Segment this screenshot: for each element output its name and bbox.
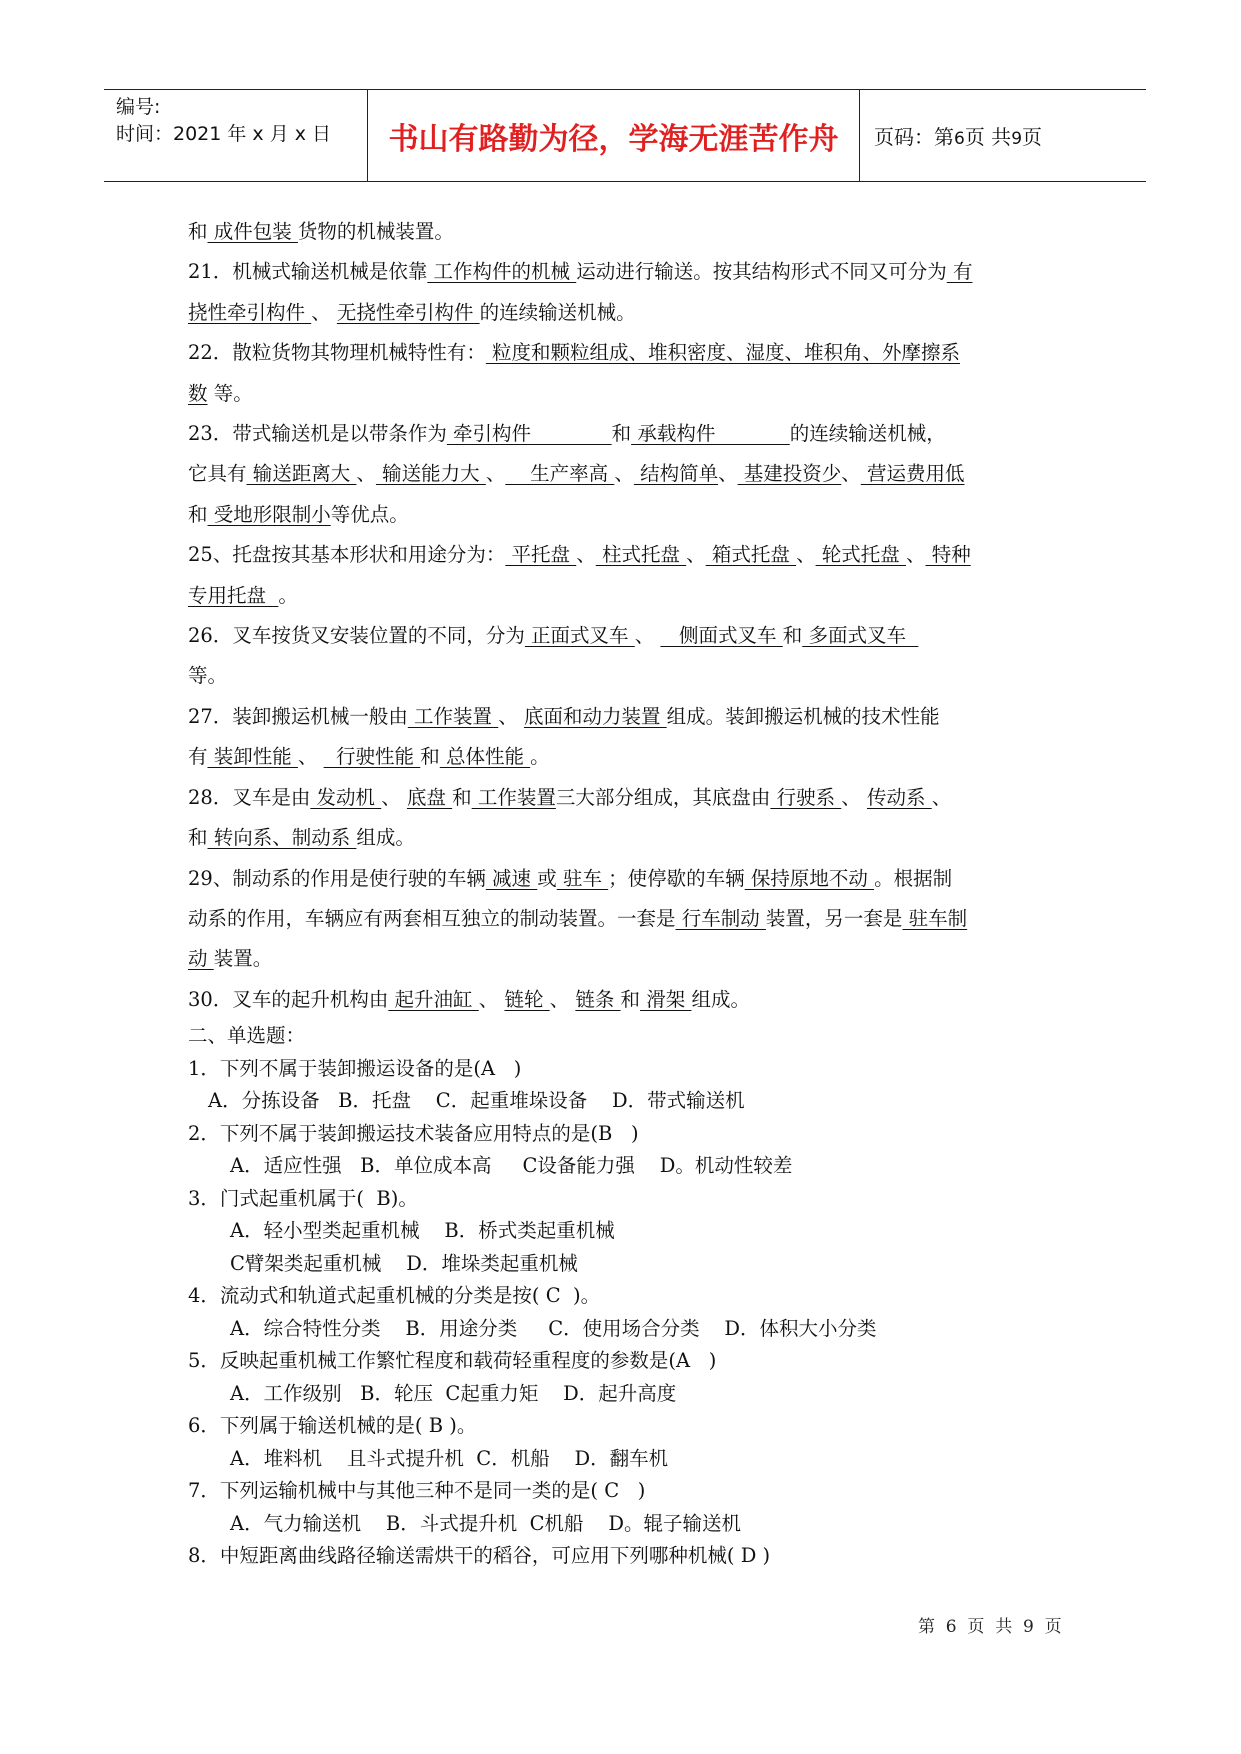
text: 、 (485, 462, 506, 486)
answer: 数 (188, 381, 208, 405)
answer: 底盘 (406, 785, 453, 809)
mc-question-5: 5．反映起重机械工作繁忙程度和载荷轻重程度的参数是(A ) (188, 1349, 717, 1373)
mc-question-8: 8．中短距离曲线路径输送需烘干的稻谷，可应用下列哪种机械( D ) (188, 1544, 771, 1568)
answer: 传动系 (866, 785, 932, 809)
answer: 工作装置 (407, 704, 499, 728)
question-29 (188, 859, 1068, 980)
text: 。 (530, 745, 550, 769)
text: 、 (718, 462, 738, 486)
text: 、 (906, 543, 926, 567)
section-heading: 二、单选题： (188, 1024, 306, 1048)
answer: 链轮 (504, 987, 550, 1011)
text: 22．散粒货物其物理机械特性有： (188, 341, 486, 365)
text: 29、制动系的作用是使行驶的车辆 (188, 866, 486, 890)
answer: 总体性能 (439, 745, 531, 769)
answer: 营运费用低 (860, 462, 965, 486)
mc-options-5: A．工作级别 B．轮压 C起重力矩 D．起升高度 (230, 1381, 677, 1405)
mc-options-6: A．堆料机 且斗式提升机 C．机船 D．翻车机 (230, 1446, 669, 1470)
answer: 转向系、制动系 (207, 826, 357, 850)
text: 、 (498, 704, 524, 728)
question-27 (188, 697, 1068, 778)
text: 和 (611, 422, 632, 446)
mc-question-2: 2．下列不属于装卸搬运技术装备应用特点的是(B ) (188, 1121, 639, 1145)
answer: 成件包装 (207, 220, 298, 243)
text: 组成。装卸搬运机械的技术性能 (666, 704, 940, 728)
text: 的连续输送机械， (789, 422, 946, 446)
text: 21．机械式输送机械是依靠 (188, 260, 428, 284)
text: 三大部分组成，其底盘由 (555, 785, 771, 809)
answer: 正面式叉车 (524, 624, 635, 648)
question-21 (188, 252, 1068, 333)
text: 组成。 (356, 826, 415, 850)
text: 、 (356, 462, 376, 486)
page-prefix: 页码：第 (874, 125, 954, 149)
multiple-choice-section (188, 1020, 1068, 1573)
text: 装置。 (213, 947, 273, 971)
answer: 底面和动力装置 (523, 704, 667, 728)
doc-code-label: 编号: (116, 96, 161, 118)
text: 。 (278, 583, 298, 607)
answer: 承载构件 (631, 422, 790, 446)
header-left-cell (104, 90, 368, 181)
doc-time-label: 时间：2021 年 x 月 x 日 (116, 123, 332, 145)
answer: 受地形限制小 (207, 502, 331, 526)
mc-options-7: A．气力输送机 B．斗式提升机 C机船 D。辊子输送机 (230, 1511, 741, 1535)
answer: 有 (946, 260, 973, 284)
text: 货物的机械装置。 (297, 220, 454, 243)
text: 26．叉车按货叉安装位置的不同，分为 (188, 624, 525, 648)
text: 和 (188, 502, 208, 526)
answer: 粒度和颗粒组成、堆积密度、湿度、堆积角、外摩擦系 (485, 341, 961, 365)
text: 、 (796, 543, 816, 567)
answer: 无挠性牵引构件 (336, 300, 480, 324)
answer: 保持原地不动 (744, 866, 875, 890)
mc-options-2: A．适应性强 B．单位成本高 C设备能力强 D。机动性较差 (230, 1154, 793, 1178)
text: 、 (841, 462, 861, 486)
question-26 (188, 616, 1068, 697)
text: 等优点。 (330, 502, 409, 526)
text: 和 (452, 785, 472, 809)
mc-options-3b: C臂架类起重机械 D．堆垛类起重机械 (230, 1251, 578, 1275)
question-28 (188, 778, 1068, 859)
text: 和 (420, 745, 440, 769)
answer: 装卸性能 (207, 745, 298, 769)
page-footer: 第 6 页 共 9 页 (918, 1617, 1062, 1637)
answer: 起升油缸 (388, 987, 479, 1011)
question-23 (188, 414, 1068, 535)
page-num: 6 (954, 129, 965, 149)
mc-question-6: 6．下列属于输送机械的是( B )。 (188, 1414, 477, 1438)
answer: 专用托盘 (188, 583, 279, 607)
text: 和 (188, 826, 208, 850)
mc-options-3a: A．轻小型类起重机械 B．桥式类起重机械 (230, 1219, 615, 1243)
answer: 发动机 (310, 785, 382, 809)
answer: 工作构件的机械 (427, 260, 577, 284)
answer: 基建投资少 (737, 462, 842, 486)
answer: 行驶系 (770, 785, 842, 809)
answer: 箱式托盘 (705, 543, 797, 567)
header-page-number (874, 121, 1146, 150)
text: 、 (576, 543, 596, 567)
mc-options-1: A．分拣设备 B．托盘 C．起重堆垛设备 D．带式输送机 (208, 1089, 745, 1113)
question-22 (188, 333, 1068, 414)
text: 有 (188, 745, 208, 769)
text: 装置，另一套是 (765, 906, 903, 930)
text: 、 (686, 543, 706, 567)
text: 30．叉车的起升机构由 (188, 987, 389, 1011)
answer: 驻车 (556, 866, 609, 890)
answer: 轮式托盘 (815, 543, 906, 567)
document-body (188, 212, 1068, 1573)
mc-options-4: A．综合特性分类 B．用途分类 C．使用场合分类 D．体积大小分类 (230, 1316, 877, 1340)
text: 等。 (207, 381, 253, 405)
mc-question-7: 7．下列运输机械中与其他三种不是同一类的是( C ) (188, 1479, 646, 1503)
answer: 侧面式叉车 (660, 624, 783, 648)
text: 、 (841, 785, 867, 809)
mc-question-4: 4．流动式和轨道式起重机械的分类是按( C )。 (188, 1284, 601, 1308)
text: 25、托盘按其基本形状和用途分为： (188, 543, 506, 567)
text: 、 (634, 624, 661, 648)
text: 、 (478, 987, 505, 1011)
text: 运动进行输送。按其结构形式不同又可分为 (576, 260, 947, 284)
text: ；使停歇的车辆 (608, 866, 745, 890)
answer: 特种 (925, 543, 971, 567)
answer: 柱式托盘 (595, 543, 687, 567)
answer: 行驶性能 (323, 745, 421, 769)
text: 27．装卸搬运机械一般由 (188, 704, 408, 728)
header-page-cell (860, 90, 1146, 181)
text: 、 (931, 785, 952, 809)
question-25 (188, 535, 1068, 616)
text: 、 (549, 987, 576, 1011)
answer: 驻车制 (902, 906, 968, 930)
text: 它具有 (188, 462, 247, 486)
answer: 动 (188, 947, 214, 971)
page-suffix: 页 (1022, 125, 1043, 149)
text: 动系的作用，车辆应有两套相互独立的制动装置。一套是 (188, 906, 676, 930)
answer: 减速 (485, 866, 538, 890)
text: 的连续输送机械。 (479, 300, 636, 324)
text: 、 (614, 462, 634, 486)
text: 、 (311, 300, 337, 324)
page-total: 9 (1011, 129, 1023, 149)
answer: 挠性牵引构件 (188, 300, 312, 324)
question-30 (188, 980, 1068, 1020)
text: 。根据制 (874, 866, 953, 890)
answer: 工作装置 (471, 785, 556, 809)
answer: 多面式叉车 (802, 624, 919, 648)
answer: 生产率高 (505, 462, 615, 486)
document-header (104, 89, 1146, 182)
answer: 结构简单 (633, 462, 719, 486)
text: 和 (188, 220, 208, 243)
text: 和 (620, 987, 641, 1011)
text: 或 (537, 866, 557, 890)
text: 、 (297, 745, 324, 769)
header-motto: 书山有路勤为径，学海无涯苦作舟 (388, 121, 839, 157)
mc-question-3: 3．门式起重机属于( B)。 (188, 1186, 418, 1210)
text: 23．带式输送机是以带条作为 (188, 422, 447, 446)
answer: 链条 (575, 987, 621, 1011)
answer: 输送能力大 (375, 462, 486, 486)
answer: 平托盘 (505, 543, 577, 567)
answer: 滑架 (640, 987, 692, 1011)
answer: 牵引构件 (446, 422, 612, 446)
header-motto-cell (368, 90, 860, 181)
text: 组成。 (691, 987, 750, 1011)
text: 等。 (188, 664, 228, 688)
text: 和 (782, 624, 803, 648)
answer: 行车制动 (675, 906, 766, 930)
mc-question-1: 1．下列不属于装卸搬运设备的是(A ) (188, 1056, 522, 1080)
page-mid: 页 共 (964, 125, 1012, 149)
text: 、 (381, 785, 407, 809)
text: 28．叉车是由 (188, 785, 311, 809)
answer: 输送距离大 (246, 462, 357, 486)
line-packaging (188, 212, 1068, 252)
